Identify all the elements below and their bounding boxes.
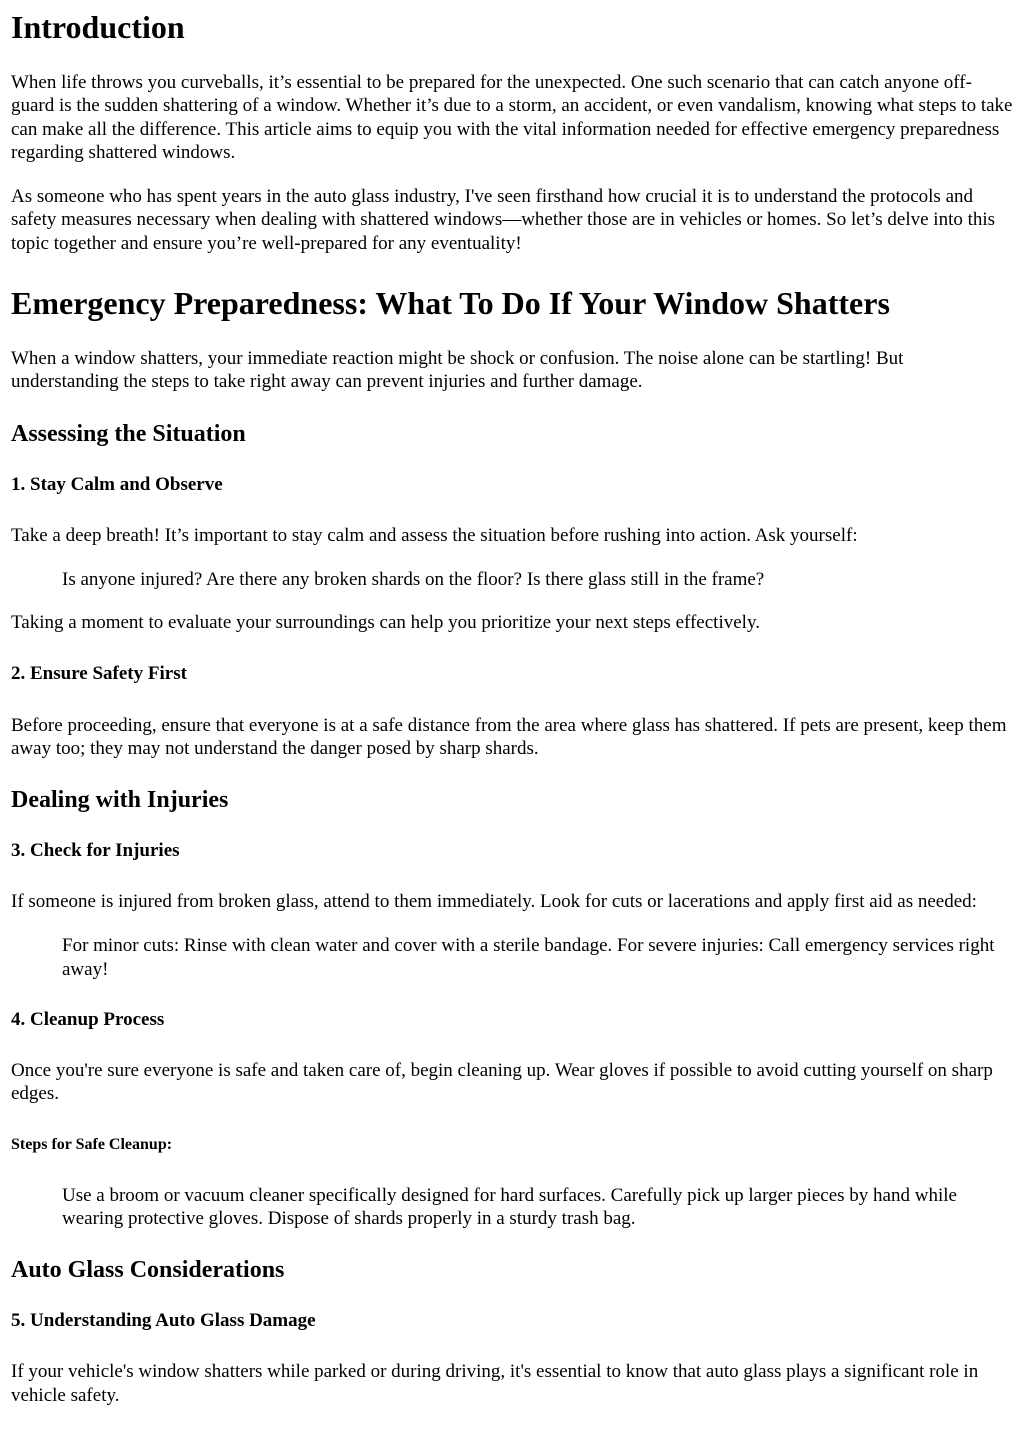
step-4-paragraph: Once you're sure everyone is safe and taken care of, begin cleaning up. Wear gloves if possible to avoid cutting yourself on sharp edges. bbox=[11, 1060, 993, 1105]
step-2-heading: 2. Ensure Safety First bbox=[11, 662, 187, 684]
step-4-heading: 4. Cleanup Process bbox=[11, 1009, 165, 1031]
step-1-questions: Is anyone injured? Are there any broken shards on the floor? Is there glass still in the frame? bbox=[62, 568, 765, 590]
step-3-paragraph: If someone is injured from broken glass, attend to them immediately. Look for cuts or lacerations and apply first aid as needed: bbox=[11, 891, 977, 913]
auto-glass-heading: Auto Glass Considerations bbox=[11, 1257, 285, 1284]
intro-paragraph-2: As someone who has spent years in the auto glass industry, I've seen firsthand how crucial it is to understand the protocols and safety measures necessary when dealing with shattered windows—whether those are in vehicles or homes. So let’s delve into this topic together and ensure you’re well-prepared for any eventuality! bbox=[11, 186, 996, 254]
step-2-paragraph: Before proceeding, ensure that everyone is at a safe distance from the area where glass has shattered. If pets are present, keep them away too; they may not understand the danger posed by sharp shards. bbox=[11, 714, 1007, 759]
step-1-heading: 1. Stay Calm and Observe bbox=[11, 473, 223, 495]
intro-heading: Introduction bbox=[11, 9, 185, 45]
step-1-followup: Taking a moment to evaluate your surroundings can help you prioritize your next steps effectively. bbox=[11, 612, 760, 634]
step-5-heading: 5. Understanding Auto Glass Damage bbox=[11, 1310, 316, 1332]
injuries-heading: Dealing with Injuries bbox=[11, 787, 229, 814]
main-heading: Emergency Preparedness: What To Do If Your Window Shatters bbox=[11, 285, 890, 322]
intro-paragraph-1: When life throws you curveballs, it’s essential to be prepared for the unexpected. One such scenario that can catch anyone off-guard is the sudden shattering of a window. Whether it’s due to a storm, an accident, or even vandalism, knowing what steps to take can make all the difference. This article aims to equip you with the vital information needed for effective emergency preparedness regarding shattered windows. bbox=[11, 72, 1013, 163]
cleanup-steps: Use a broom or vacuum cleaner specifically designed for hard surfaces. Carefully pick up larger pieces by hand while wearing protective gloves. Dispose of shards properly in a sturdy trash bag. bbox=[62, 1184, 957, 1229]
step-5-paragraph: If your vehicle's window shatters while parked or during driving, it's essential to know that auto glass plays a significant role in vehicle safety. bbox=[11, 1361, 979, 1406]
cleanup-steps-heading: Steps for Safe Cleanup: bbox=[11, 1135, 173, 1153]
step-3-heading: 3. Check for Injuries bbox=[11, 840, 180, 862]
step-3-first-aid: For minor cuts: Rinse with clean water and cover with a sterile bandage. For severe injuries: Call emergency services right away! bbox=[62, 935, 995, 980]
assessing-heading: Assessing the Situation bbox=[11, 420, 246, 447]
main-paragraph: When a window shatters, your immediate reaction might be shock or confusion. The noise alone can be startling! But understanding the steps to take right away can prevent injuries and further damage. bbox=[11, 348, 904, 393]
step-1-paragraph: Take a deep breath! It’s important to stay calm and assess the situation before rushing into action. Ask yourself: bbox=[11, 524, 858, 546]
